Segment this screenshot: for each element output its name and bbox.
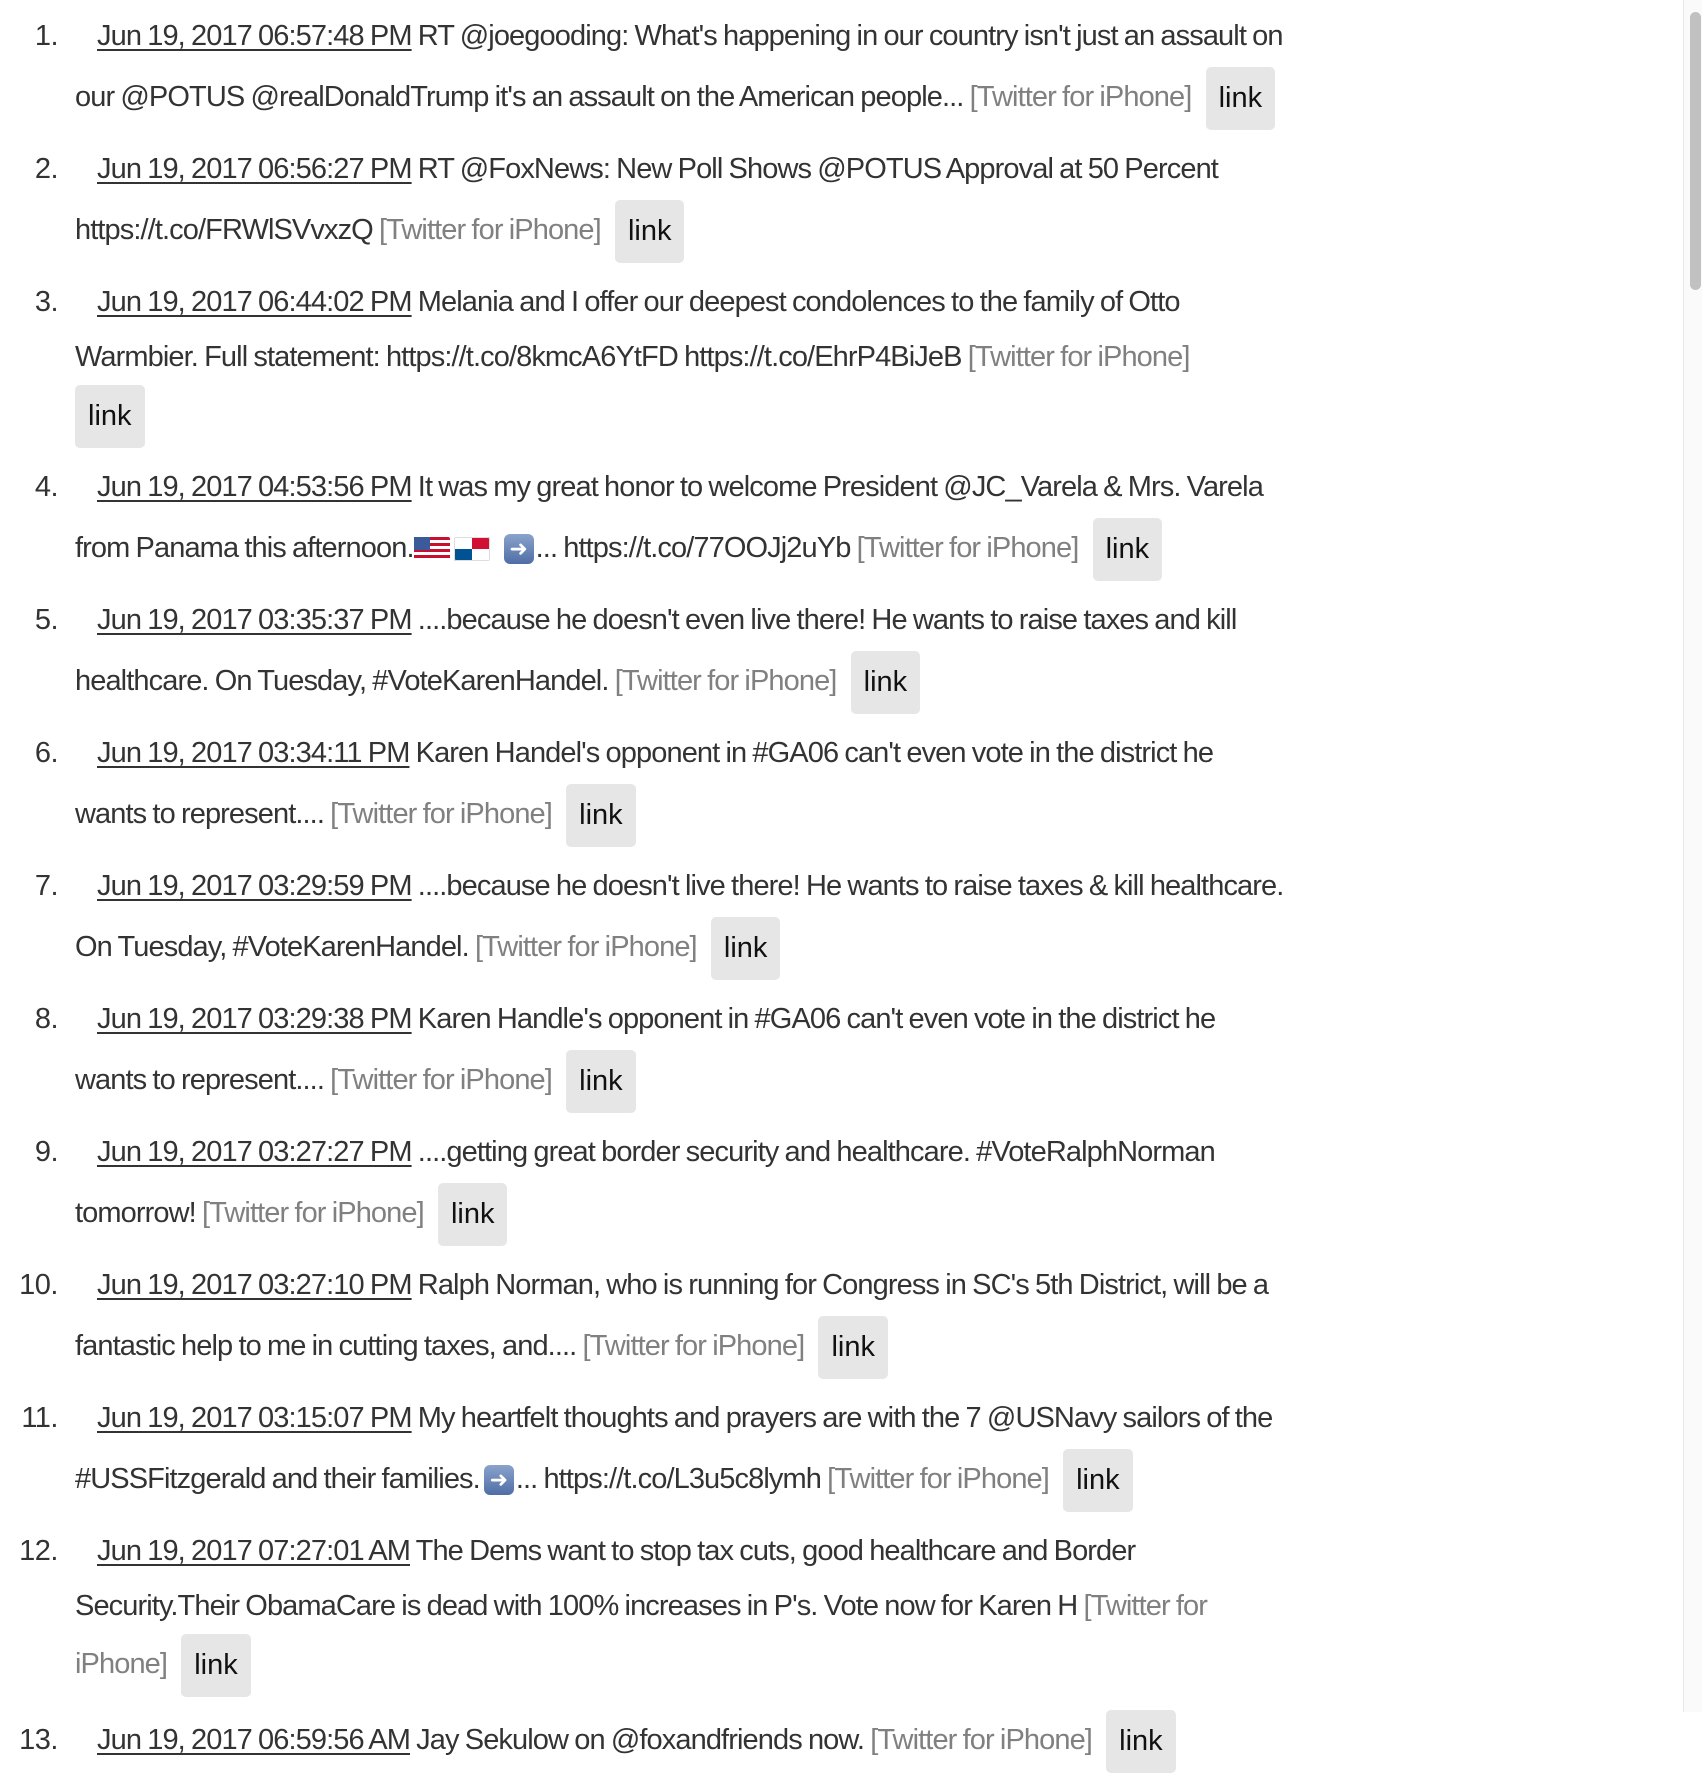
item-number: 5. xyxy=(34,604,58,636)
tweet-item xyxy=(0,991,1683,1112)
tweet-line xyxy=(75,592,1683,649)
tweet-source: [Twitter for iPhone] xyxy=(330,1064,552,1096)
tweet-source: [Twitter for iPhone] xyxy=(856,532,1079,564)
tweet-text: our @POTUS @realDonaldTrump it's an assault on the American people... xyxy=(75,81,964,113)
tweet-link-button[interactable]: link xyxy=(615,200,685,263)
tweet-date-link[interactable]: Jun 19, 2017 03:27:10 PM xyxy=(97,1269,412,1301)
tweet-link-button[interactable]: link xyxy=(1093,518,1163,581)
tweet-item xyxy=(0,725,1683,846)
tweet-text: https://t.co/FRWlSVvxzQ xyxy=(75,214,373,246)
tweet-date-link[interactable]: Jun 19, 2017 07:27:01 AM xyxy=(97,1535,410,1567)
tweet-link-button[interactable]: link xyxy=(75,385,145,448)
item-number: 10. xyxy=(19,1269,58,1301)
tweet-line xyxy=(75,1124,1683,1181)
tweet-date-link[interactable]: Jun 19, 2017 03:29:59 PM xyxy=(97,870,412,902)
tweet-line xyxy=(75,1048,1683,1112)
tweet-text: wants to represent.... xyxy=(75,798,324,830)
item-number: 3. xyxy=(34,286,58,318)
tweet-text: Security.Their ObamaCare is dead with 100% increases in P's. Vote now for Karen H xyxy=(75,1590,1078,1622)
tweet-link-button[interactable]: link xyxy=(1063,1449,1133,1512)
tweet-item xyxy=(0,1708,1683,1772)
tweet-line xyxy=(75,725,1683,782)
tweet-text: RT @FoxNews: New Poll Shows @POTUS Approval at 50 Percent xyxy=(417,153,1218,185)
tweet-item xyxy=(0,459,1683,580)
tweet-source: [Twitter for iPhone] xyxy=(967,341,1190,373)
tweet-text: RT @joegooding: What's happening in our country isn't just an assault on xyxy=(417,20,1283,52)
tweet-line xyxy=(75,649,1683,713)
tweet-date-link[interactable]: Jun 19, 2017 06:56:27 PM xyxy=(97,153,412,185)
tweet-line xyxy=(75,65,1683,129)
tweet-line xyxy=(75,274,1683,331)
tweet-date-link[interactable]: Jun 19, 2017 06:57:48 PM xyxy=(97,20,412,52)
tweet-link-button[interactable]: link xyxy=(566,784,636,847)
tweet-text: ....because he doesn't live there! He wants to raise taxes & kill healthcare. xyxy=(417,870,1284,902)
tweet-link-button[interactable]: link xyxy=(438,1183,508,1246)
tweet-text: Melania and I offer our deepest condolences to the family of Otto xyxy=(417,286,1180,318)
tweet-text: #USSFitzgerald and their families. xyxy=(75,1463,480,1495)
tweet-line xyxy=(75,991,1683,1048)
arrow-right-icon: ➜ xyxy=(504,534,534,564)
tweet-item xyxy=(0,1257,1683,1378)
tweet-source: [Twitter for iPhone] xyxy=(827,1463,1049,1495)
scrollbar-thumb[interactable] xyxy=(1690,12,1701,290)
tweet-link-button[interactable]: link xyxy=(1206,67,1276,130)
tweet-link-button[interactable]: link xyxy=(818,1316,888,1379)
tweet-list xyxy=(0,8,1683,1784)
tweet-date-link[interactable]: Jun 19, 2017 03:35:37 PM xyxy=(97,604,412,636)
tweet-line xyxy=(75,1708,1683,1772)
tweet-source: [Twitter for iPhone] xyxy=(582,1330,805,1362)
item-number: 9. xyxy=(34,1136,58,1168)
tweet-link-button[interactable]: link xyxy=(851,651,921,714)
tweet-text: On Tuesday, #VoteKarenHandel. xyxy=(75,931,469,963)
tweet-source: [Twitter for iPhone] xyxy=(330,798,552,830)
tweet-text: Karen Handle's opponent in #GA06 can't even vote in the district he xyxy=(417,1003,1216,1035)
tweet-text: from Panama this afternoon. xyxy=(75,532,414,564)
tweet-text: Jay Sekulow on @foxandfriends now. xyxy=(416,1724,865,1756)
flag-panama-icon xyxy=(454,537,490,561)
tweet-item xyxy=(0,858,1683,979)
tweet-line xyxy=(75,1523,1683,1580)
tweet-item xyxy=(0,1390,1683,1511)
tweet-source: [Twitter for xyxy=(1083,1590,1208,1622)
tweet-date-link[interactable]: Jun 19, 2017 03:15:07 PM xyxy=(97,1402,412,1434)
tweet-text: Warmbier. Full statement: https://t.co/8kmcA6YtFD https://t.co/EhrP4BiJeB xyxy=(75,341,962,373)
tweet-item xyxy=(0,274,1683,447)
tweet-line xyxy=(75,198,1683,262)
tweet-text: tomorrow! xyxy=(75,1197,196,1229)
tweet-line xyxy=(75,1314,1683,1378)
item-number: 6. xyxy=(34,737,58,769)
tweet-link-button[interactable]: link xyxy=(181,1634,251,1697)
tweet-source: [Twitter for iPhone] xyxy=(202,1197,424,1229)
tweet-line xyxy=(75,459,1683,516)
item-number: 4. xyxy=(34,471,58,503)
tweet-item xyxy=(0,1124,1683,1245)
tweet-date-link[interactable]: Jun 19, 2017 06:59:56 AM xyxy=(97,1724,410,1756)
tweet-text: ... https://t.co/77OOJj2uYb xyxy=(535,532,851,564)
vertical-scrollbar[interactable] xyxy=(1683,0,1702,1712)
tweet-line xyxy=(75,141,1683,198)
tweet-link-button[interactable]: link xyxy=(1106,1710,1176,1773)
tweet-item xyxy=(0,1523,1683,1696)
tweet-line xyxy=(75,858,1683,915)
item-number: 8. xyxy=(34,1003,58,1035)
tweet-item xyxy=(0,592,1683,713)
item-number: 7. xyxy=(34,870,58,902)
tweet-line xyxy=(75,331,1683,383)
tweet-item xyxy=(0,8,1683,129)
tweet-text: wants to represent.... xyxy=(75,1064,324,1096)
tweet-source: [Twitter for iPhone] xyxy=(379,214,601,246)
tweet-item xyxy=(0,141,1683,262)
tweet-date-link[interactable]: Jun 19, 2017 06:44:02 PM xyxy=(97,286,412,318)
tweet-line xyxy=(75,915,1683,979)
item-number: 1. xyxy=(34,20,58,52)
tweet-text: Ralph Norman, who is running for Congress in SC's 5th District, will be a xyxy=(417,1269,1269,1301)
tweet-line xyxy=(75,782,1683,846)
tweet-line xyxy=(75,8,1683,65)
tweet-text: healthcare. On Tuesday, #VoteKarenHandel. xyxy=(75,665,609,697)
item-number: 2. xyxy=(34,153,58,185)
tweet-line xyxy=(75,1632,1683,1696)
tweet-text: It was my great honor to welcome President @JC_Varela & Mrs. Varela xyxy=(417,471,1263,503)
tweet-source: [Twitter for iPhone] xyxy=(474,931,697,963)
item-number: 11. xyxy=(21,1402,58,1434)
tweet-text: ....because he doesn't even live there! He wants to raise taxes and kill xyxy=(417,604,1237,636)
tweet-line xyxy=(75,383,1683,447)
tweet-line xyxy=(75,1390,1683,1447)
item-number: 13. xyxy=(19,1724,58,1756)
tweet-source: iPhone] xyxy=(75,1648,168,1680)
tweet-date-link[interactable]: Jun 19, 2017 03:29:38 PM xyxy=(97,1003,412,1035)
tweet-date-link[interactable]: Jun 19, 2017 04:53:56 PM xyxy=(97,471,412,503)
tweet-source: [Twitter for iPhone] xyxy=(614,665,837,697)
tweet-date-link[interactable]: Jun 19, 2017 03:27:27 PM xyxy=(97,1136,412,1168)
tweet-source: [Twitter for iPhone] xyxy=(870,1724,1092,1756)
item-number: 12. xyxy=(19,1535,58,1567)
arrow-right-icon: ➜ xyxy=(484,1465,514,1495)
tweet-link-button[interactable]: link xyxy=(711,917,781,980)
tweet-text: My heartfelt thoughts and prayers are with the 7 @USNavy sailors of the xyxy=(417,1402,1273,1434)
tweet-line xyxy=(75,516,1683,580)
tweet-line xyxy=(75,1580,1683,1632)
tweet-line xyxy=(75,1181,1683,1245)
tweet-text: The Dems want to stop tax cuts, good healthcare and Border xyxy=(415,1535,1136,1567)
tweet-link-button[interactable]: link xyxy=(566,1050,636,1113)
tweet-text: Karen Handel's opponent in #GA06 can't even vote in the district he xyxy=(415,737,1214,769)
tweet-text: fantastic help to me in cutting taxes, and.... xyxy=(75,1330,577,1362)
tweet-text: ... https://t.co/L3u5c8lymh xyxy=(515,1463,821,1495)
tweet-line xyxy=(75,1257,1683,1314)
tweet-text: ....getting great border security and healthcare. #VoteRalphNorman xyxy=(417,1136,1215,1168)
tweet-line xyxy=(75,1447,1683,1511)
flag-us-icon xyxy=(414,537,450,561)
tweet-source: [Twitter for iPhone] xyxy=(969,81,1192,113)
tweet-date-link[interactable]: Jun 19, 2017 03:34:11 PM xyxy=(97,737,410,769)
